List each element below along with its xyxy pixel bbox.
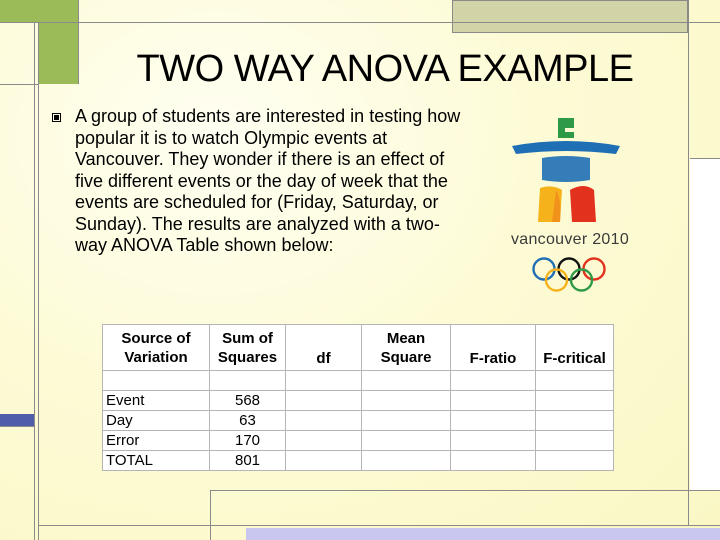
header-mean-square: Mean Square <box>362 325 451 371</box>
cell-df <box>286 451 362 471</box>
frame-green-square <box>38 22 78 84</box>
cell-ss: 63 <box>210 411 286 431</box>
inukshuk-icon <box>512 118 620 222</box>
table-cell <box>362 371 451 391</box>
inukshuk-head <box>558 118 574 138</box>
cell-source: Day <box>103 411 210 431</box>
frame-line <box>210 490 690 491</box>
table-cell <box>103 371 210 391</box>
cell-ms <box>362 391 451 411</box>
table-cell <box>210 371 286 391</box>
header-df: df <box>286 325 362 371</box>
slide-title: TWO WAY ANOVA EXAMPLE <box>136 48 634 90</box>
cell-f <box>451 391 536 411</box>
frame-line <box>690 158 720 159</box>
table-row <box>103 431 614 451</box>
inukshuk-right-leg <box>570 186 596 222</box>
frame-blue-tab <box>0 414 34 426</box>
cell-fcrit <box>536 431 614 451</box>
table-row <box>103 451 614 471</box>
cell-source: Event <box>103 391 210 411</box>
inukshuk-body <box>542 156 590 182</box>
frame-lavender-bar <box>246 528 720 540</box>
frame-olive-bar <box>452 0 688 33</box>
cell-f <box>451 431 536 451</box>
frame-line <box>34 22 35 540</box>
header-source: Source of Variation <box>103 325 210 371</box>
table-row-spacer <box>103 371 614 391</box>
cell-ss: 170 <box>210 431 286 451</box>
frame-line <box>210 490 211 540</box>
frame-line <box>0 22 720 23</box>
frame-white-right <box>690 158 720 490</box>
cell-df <box>286 391 362 411</box>
frame-line <box>0 84 38 85</box>
cell-ss: 568 <box>210 391 286 411</box>
cell-fcrit <box>536 391 614 411</box>
vancouver-2010-logo <box>496 110 646 295</box>
header-f-critical: F-critical <box>536 325 614 371</box>
frame-line <box>38 525 720 526</box>
frame-line <box>38 22 39 540</box>
table-cell <box>451 371 536 391</box>
cell-fcrit <box>536 451 614 471</box>
frame-line <box>0 426 34 427</box>
cell-source: Error <box>103 431 210 451</box>
table-cell <box>536 371 614 391</box>
anova-table <box>102 324 614 471</box>
cell-source: TOTAL <box>103 451 210 471</box>
cell-f <box>451 451 536 471</box>
cell-df <box>286 411 362 431</box>
inukshuk-arms <box>512 141 620 154</box>
table-row <box>103 391 614 411</box>
cell-ss: 801 <box>210 451 286 471</box>
bullet-text: A group of students are interested in testing how popular it is to watch Olympic events at Vancouver. They wonder if there is an effect of five different events or the day of week that the events are scheduled for (Friday, Saturday, or Sunday). The results are analyzed with a two-way ANOVA Table shown below: <box>75 106 461 255</box>
cell-ms <box>362 411 451 431</box>
table-cell <box>286 371 362 391</box>
header-sum-of-squares: Sum of Squares <box>210 325 286 371</box>
cell-ms <box>362 451 451 471</box>
frame-green-block <box>0 0 78 22</box>
table-header-row <box>103 325 614 371</box>
olympic-rings-icon <box>534 259 605 291</box>
cell-df <box>286 431 362 451</box>
square-bullet-icon <box>52 113 61 122</box>
table-row <box>103 411 614 431</box>
cell-f <box>451 411 536 431</box>
cell-ms <box>362 431 451 451</box>
header-f-ratio: F-ratio <box>451 325 536 371</box>
frame-line <box>78 0 79 84</box>
frame-line <box>690 490 720 491</box>
cell-fcrit <box>536 411 614 431</box>
logo-wordmark: vancouver 2010 <box>510 231 630 248</box>
